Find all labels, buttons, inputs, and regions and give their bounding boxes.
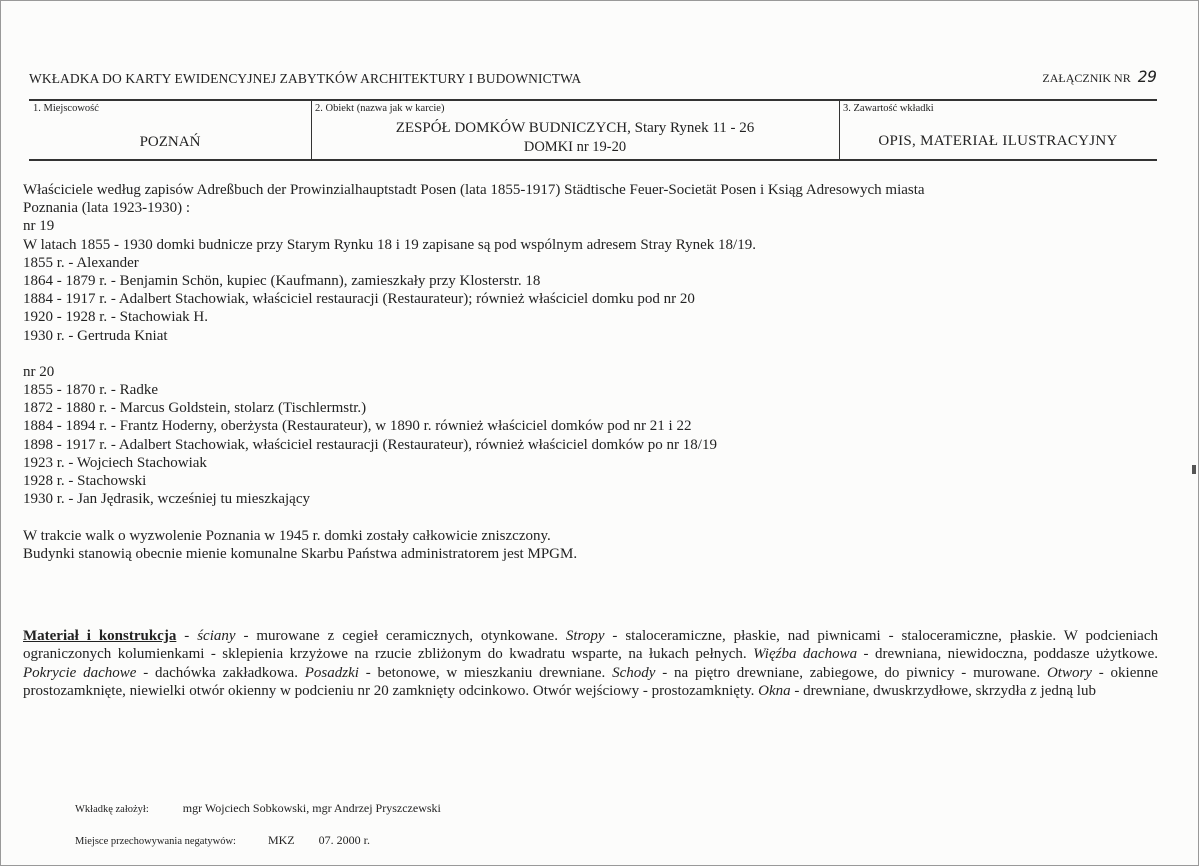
material-term: Schody: [612, 664, 656, 681]
annex-number-value: 29: [1137, 67, 1157, 86]
text-line: 1884 - 1894 r. - Frantz Hoderny, oberżysta (Restaurateur), w 1890 r. również właściciel domków pod nr 21 i 22: [23, 418, 692, 435]
material-term: Okna: [758, 683, 791, 700]
text-line: W trakcie walk o wyzwolenie Poznania w 1945 r. domki zostały całkowicie zniszczony.: [23, 527, 551, 544]
text-line: nr 19: [23, 218, 55, 235]
material-term: Więźba dachowa: [753, 646, 858, 663]
material-term: Otwory: [1046, 664, 1092, 681]
storage-label: Miejsce przechowywania negatywów:: [75, 836, 236, 847]
object-cell: [311, 101, 840, 159]
material-text: - betonowe, w mieszkaniu drewniane.: [358, 664, 613, 681]
document-title: WKŁADKA DO KARTY EWIDENCYJNEJ ZABYTKÓW ARCHITEKTURY I BUDOWNICTWA: [29, 71, 582, 86]
contents-cell: [839, 101, 1157, 159]
text-line: 1898 - 1917 r. - Adalbert Stachowiak, właściciel restauracji (Restaurateur), również właściciel domków po nr 18/19: [23, 436, 717, 453]
material-text: -: [176, 628, 198, 644]
text-line: 1928 r. - Stachowski: [23, 473, 147, 489]
text-line: 1855 r. - Alexander: [23, 254, 139, 271]
annex-label: ZAŁĄCZNIK NR: [1042, 71, 1131, 85]
locality-value: POZNAŃ: [139, 134, 201, 150]
locality-cell: [29, 101, 312, 159]
text-line: Właściciele według zapisów Adreßbuch der Prowinzialhauptstadt Posen (lata 1855-1917) Städtische Feuer-Societät Posen i Ksiąg Adresowych miasta: [23, 182, 925, 198]
contents-label: 3. Zawartość wkładki: [843, 103, 934, 114]
material-text: - murowane z cegieł ceramicznych, otynkowane.: [235, 628, 566, 644]
object-label: 2. Obiekt (nazwa jak w karcie): [315, 103, 445, 114]
material-text: - drewniane, dwuskrzydłowe, skrzydła z jedną lub: [790, 683, 1096, 700]
storage-line: [75, 833, 370, 848]
author-label: Wkładkę założył:: [75, 804, 149, 815]
text-line: 1923 r. - Wojciech Stachowiak: [23, 454, 207, 471]
author-line: [75, 801, 441, 816]
material-text: - drewniana, niewidoczna, poddasze użytkowe.: [857, 646, 1158, 663]
text-line: Poznania (lata 1923-1930) :: [23, 200, 191, 217]
object-value-line1: ZESPÓŁ DOMKÓW BUDNICZYCH, Stary Rynek 11 - 26: [395, 120, 755, 136]
contents-value: OPIS, MATERIAŁ ILUSTRACYJNY: [878, 133, 1118, 149]
text-line: 1884 - 1917 r. - Adalbert Stachowiak, właściciel restauracji (Restaurateur); również właściciel domku pod nr 20: [23, 291, 695, 308]
scan-mark: [1192, 465, 1196, 474]
blank-line: [23, 345, 1158, 363]
material-term: ściany: [197, 628, 236, 644]
author-value: mgr Wojciech Sobkowski, mgr Andrzej Pryszczewski: [182, 801, 441, 815]
text-line: W latach 1855 - 1930 domki budnicze przy Starym Rynku 18 i 19 zapisane są pod wspólnym adresem Stray Rynek 18/19.: [23, 236, 756, 253]
material-term: Stropy: [565, 628, 605, 644]
material-construction-paragraph: [23, 627, 1158, 701]
text-line: 1930 r. - Gertruda Kniat: [23, 327, 168, 344]
material-text: - na piętro drewniane, zabiegowe, do piwnicy - murowane.: [655, 664, 1047, 681]
text-line: 1864 - 1879 r. - Benjamin Schön, kupiec (Kaufmann), zamieszkały przy Klosterstr. 18: [23, 272, 541, 289]
annex-number: [1042, 67, 1157, 86]
owners-text: [23, 181, 1158, 563]
material-text: - dachówka zakładkowa.: [136, 664, 305, 681]
text-line: 1872 - 1880 r. - Marcus Goldstein, stolarz (Tischlermstr.): [23, 400, 367, 417]
text-line: Budynki stanowią obecnie mienie komunalne Skarbu Państwa administratorem jest MPGM.: [23, 545, 578, 562]
storage-date: 07. 2000 r.: [318, 833, 370, 847]
blank-line: [23, 508, 1158, 526]
locality-label: 1. Miejscowość: [33, 103, 99, 114]
material-text: - okienne prostozamknięte, niewielki otwór okienny w podcieniu nr 20 zamknięty odcinkowo. Otwór wejściowy - prostozamknięty.: [23, 664, 1159, 700]
text-line: 1930 r. - Jan Jędrasik, wcześniej tu mieszkający: [23, 491, 310, 508]
material-heading: Materiał i konstrukcja: [23, 628, 177, 644]
material-text: - staloceramiczne, płaskie, nad piwnicami - staloceramiczne, płaskie. W podcieniach ograniczonych kolumienkami - sklepienia krzyżowe na rzucie zbliżonym do kwadratu wsparte, na łukach pełnych.: [23, 628, 1158, 663]
text-line: 1920 - 1928 r. - Stachowiak H.: [23, 309, 208, 326]
storage-place: MKZ: [267, 833, 295, 847]
text-line: 1855 - 1870 r. - Radke: [23, 382, 158, 399]
identification-table: [29, 99, 1157, 161]
material-term: Posadzki: [304, 664, 359, 681]
material-term: Pokrycie dachowe: [23, 664, 137, 681]
text-line: nr 20: [23, 363, 55, 380]
object-value-line2: DOMKI nr 19-20: [523, 139, 627, 155]
